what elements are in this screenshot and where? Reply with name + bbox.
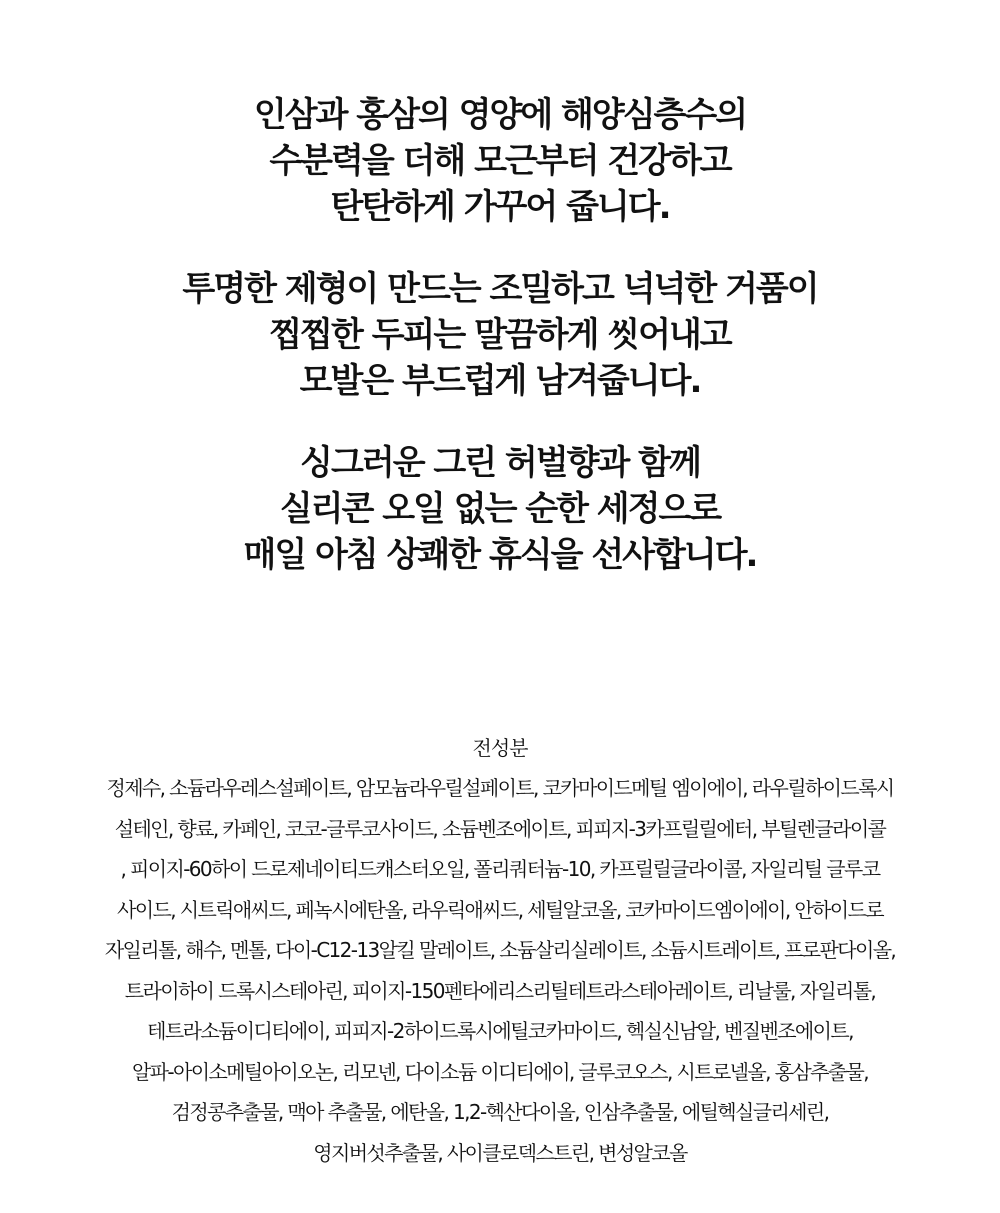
ingredients-line: 정제수, 소듐라우레스설페이트, 암모늄라우릴설페이트, 코카마이드메틸 엠이에이, 라우릴하이드록시 [106, 776, 894, 800]
ingredients-line: , 피이지-60하이 드로제네이티드캐스터오일, 폴리쿼터늄-10, 카프릴릴글라이콜, 자일리틸 글루코 [120, 857, 880, 881]
ingredients-line: 트라이하이 드록시스테아린, 피이지-150펜타에리스리틸테트라스테아레이트, 리날룰, 자일리톨, [124, 978, 876, 1003]
description-paragraph-3 [0, 440, 1000, 578]
ingredients-line: 영지버섯추출물, 사이클로덱스트린, 변성알코올 [313, 1140, 687, 1165]
description-line: 수분력을 더해 모근부터 건강하고 [269, 141, 731, 181]
description-line: 매일 아침 상쾌한 휴식을 선사합니다. [243, 535, 757, 575]
product-description [0, 92, 1000, 614]
description-line: 싱그러운 그린 허벌향과 함께 [300, 443, 700, 483]
ingredients-line: 알파-아이소메틸아이오논, 리모넨, 다이소듐 이디티에이, 글루코오스, 시트로넬올, 홍삼추출물, [131, 1059, 869, 1084]
description-line: 인삼과 홍삼의 영양에 해양심층수의 [253, 95, 747, 135]
description-paragraph-1 [0, 92, 1000, 230]
description-line: 탄탄하게 가꾸어 줍니다. [330, 187, 670, 227]
description-line: 모발은 부드럽게 남겨줍니다. [299, 361, 701, 401]
description-line: 실리콘 오일 없는 순한 세정으로 [279, 489, 721, 529]
ingredients-line: 설테인, 향료, 카페인, 코코-글루코사이드, 소듐벤조에이트, 피피지-3카프릴릴에터, 부틸렌글라이콜 [114, 816, 886, 841]
ingredients-line: 검정콩추출물, 맥아 추출물, 에탄올, 1,2-헥산다이올, 인삼추출물, 에틸헥실글리세린, [171, 1100, 829, 1124]
ingredients-title: 전성분 [472, 736, 528, 760]
description-line: 찝찝한 두피는 말끔하게 씻어내고 [269, 315, 731, 355]
ingredients-section [0, 728, 1000, 1173]
ingredients-line: 자일리톨, 해수, 멘톨, 다이-C12-13알킬 말레이트, 소듐살리실레이트, 소듐시트레이트, 프로판다이올, [104, 938, 896, 962]
ingredients-line: 사이드, 시트릭애씨드, 페녹시에탄올, 라우릭애씨드, 세틸알코올, 코카마이드엠이에이, 안하이드로 [117, 897, 883, 922]
description-paragraph-2 [0, 266, 1000, 404]
ingredients-line: 테트라소듐이디티에이, 피피지-2하이드록시에틸코카마이드, 헥실신남알, 벤질벤조에이트, [147, 1019, 853, 1043]
description-line: 투명한 제형이 만드는 조밀하고 넉넉한 거품이 [182, 269, 818, 309]
